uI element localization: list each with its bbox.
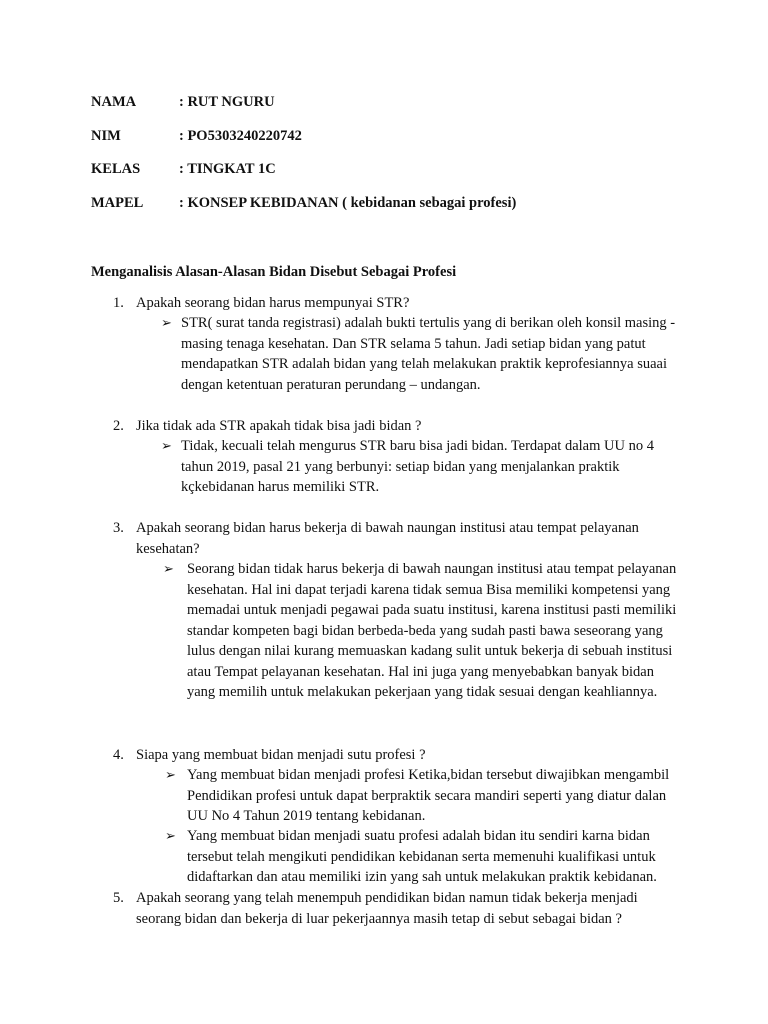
info-row-mapel — [91, 193, 516, 214]
info-value-kelas: : TINGKAT 1C — [179, 161, 276, 177]
question-4 — [113, 745, 683, 766]
question-text: Siapa yang membuat bidan menjadi sutu profesi ? — [136, 747, 426, 763]
info-row-nama — [91, 92, 275, 113]
info-label-mapel: MAPEL — [91, 195, 144, 211]
answer-text: Seorang bidan tidak harus bekerja di bawah naungan institusi atau tempat pelayanan kesehatan. Hal ini dapat terjadi karena tidak semua Bisa memiliki kompetensi yang memadai untuk menjadi pegawai pada suatu institusi, karena institusi pasti memiliki standar kompeten bagi bidan berbeda-beda yang sudah pasti bawa seseorang yang lulus dengan nilai kurang memuaskan kadang sulit untuk bekerja di sebuah institusi atau Tempat pelayanan kesehatan. Hal ini juga yang menyebabkan banyak bidan yang memilih untuk melakukan pekerjaan yang tidak sesuai dengan keahliannya. — [187, 561, 677, 700]
answer-1-1 — [161, 313, 681, 395]
answer-3-1 — [163, 559, 681, 703]
answer-text: Yang membuat bidan menjadi profesi Ketika,bidan tersebut diwajibkan mengambil Pendidikan profesi untuk dapat berpraktik secara mandiri seperti yang diatur dalan UU No 4 Tahun 2019 tentang kebidanan. — [187, 767, 670, 824]
question-number: 5. — [113, 890, 124, 906]
info-label-nama: NAMA — [91, 94, 137, 110]
info-value-mapel: : KONSEP KEBIDANAN ( kebidanan sebagai profesi) — [179, 195, 517, 211]
question-number: 1. — [113, 295, 124, 311]
info-label-nim: NIM — [91, 128, 121, 144]
answer-text: STR( surat tanda registrasi) adalah bukti tertulis yang di berikan oleh konsil masing - masing tenaga kesehatan. Dan STR selama 5 tahun. Jadi setiap bidan yang patut mendapatkan STR adalah bidan yang telah melakukan praktik keprofesiannya suaai dengan ketentuan peraturan perundang – undangan. — [181, 315, 676, 393]
info-label-kelas: KELAS — [91, 161, 141, 177]
arrow-bullet-icon: ➢ — [165, 767, 176, 782]
question-text: Jika tidak ada STR apakah tidak bisa jadi bidan ? — [136, 418, 422, 434]
question-number: 2. — [113, 418, 124, 434]
arrow-bullet-icon: ➢ — [161, 315, 172, 330]
section-title: Menganalisis Alasan-Alasan Bidan Disebut Sebagai Profesi — [91, 264, 457, 280]
info-row-kelas — [91, 159, 276, 180]
info-value-nama: : RUT NGURU — [179, 94, 275, 110]
answer-4-1 — [165, 765, 683, 827]
question-text: Apakah seorang bidan harus bekerja di bawah naungan institusi atau tempat pelayanan kesehatan? — [136, 520, 639, 557]
question-5 — [113, 888, 683, 929]
arrow-bullet-icon: ➢ — [161, 438, 172, 453]
question-number: 3. — [113, 520, 124, 536]
arrow-bullet-icon: ➢ — [163, 561, 174, 576]
answer-2-1 — [161, 436, 681, 498]
question-2 — [113, 416, 683, 437]
answer-text: Yang membuat bidan menjadi suatu profesi adalah bidan itu sendiri karna bidan tersebut telah mengikuti pendidikan kebidanan serta memenuhi kualifikasi untuk didaftarkan dan atau memiliki izin yang sah untuk melakukan praktik kebidanan. — [187, 828, 657, 885]
question-text: Apakah seorang bidan harus mempunyai STR? — [136, 295, 410, 311]
info-row-nim — [91, 126, 302, 147]
question-text: Apakah seorang yang telah menempuh pendidikan bidan namun tidak bekerja menjadi seorang bidan dan bekerja di luar pekerjaannya masih tetap di sebut sebagai bidan ? — [136, 890, 638, 927]
answer-4-2 — [165, 826, 683, 888]
question-number: 4. — [113, 747, 124, 763]
info-value-nim: : PO5303240220742 — [179, 128, 302, 144]
question-1 — [113, 293, 683, 314]
arrow-bullet-icon: ➢ — [165, 828, 176, 843]
question-3 — [113, 518, 683, 559]
answer-text: Tidak, kecuali telah mengurus STR baru bisa jadi bidan. Terdapat dalam UU no 4 tahun 2019, pasal 21 yang berbunyi: setiap bidan yang menjalankan praktik kçkebidanan harus memiliki STR. — [181, 438, 654, 495]
